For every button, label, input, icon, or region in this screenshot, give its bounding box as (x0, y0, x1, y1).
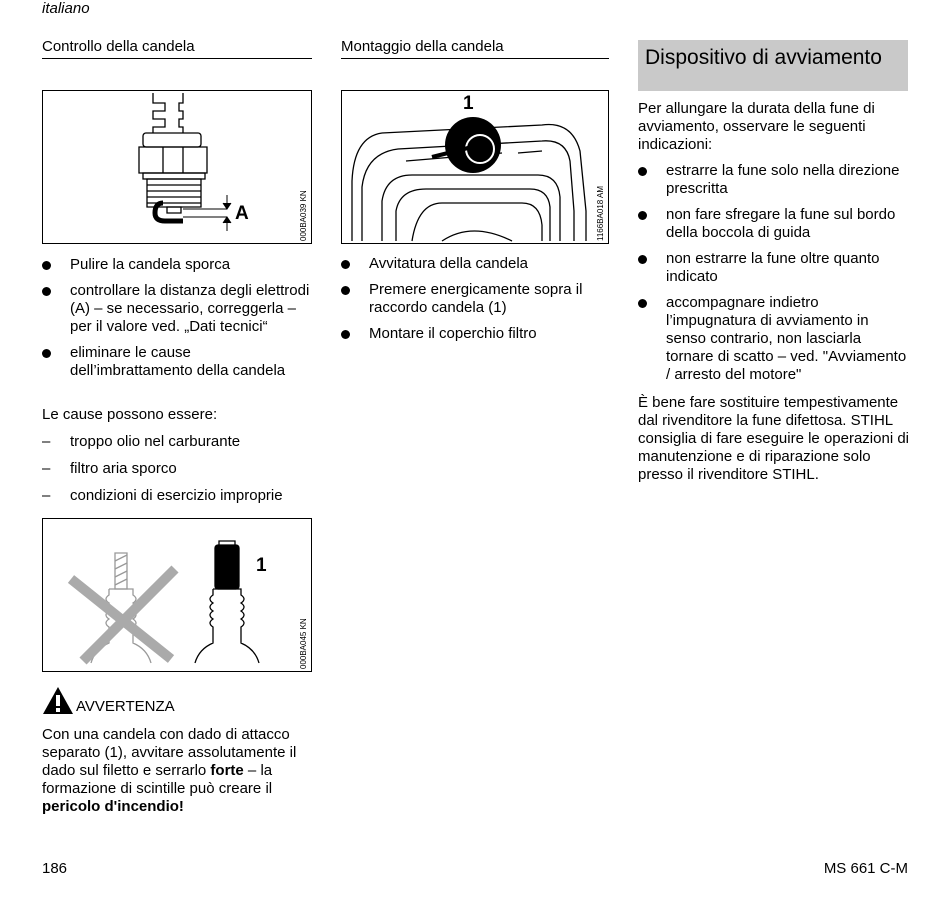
bullet-icon (42, 287, 51, 296)
bullet-icon (341, 286, 350, 295)
bullet-icon (42, 261, 51, 270)
warning-text: Con una candela con dado di attacco separato (1), avvitare assolutamente il dado sul filetto e serrarlo forte – la formazione di scintille può creare il pericolo d'incendio! (42, 726, 297, 815)
spark-plug-install-list (341, 255, 611, 351)
bullet-icon (341, 330, 350, 339)
figure-code: 000BA039 KN (299, 190, 308, 241)
list-item: non fare sfregare la fune sul bordo della boccola di guida (638, 206, 910, 242)
list-item: Avvitatura della candela (341, 255, 611, 273)
causes-intro: Le cause possono essere: (42, 406, 218, 423)
section-title-spark-plug-check: Controllo della candela (42, 38, 312, 59)
page-number: 186 (42, 860, 68, 877)
figure-code: 000BA045 KN (299, 618, 308, 669)
model-name: MS 661 C-M (823, 860, 908, 877)
list-item: eliminare le cause dell’imbrattamento della candela (42, 344, 314, 380)
list-item: – troppo olio nel carburante (42, 433, 241, 450)
starter-intro: Per allungare la durata della fune di avviamento, osservare le seguenti indicazioni: (638, 100, 875, 153)
spark-plug-install-figure (341, 90, 609, 244)
figure-label-1: 1 (463, 93, 474, 114)
spark-plug-check-list (42, 256, 314, 388)
figure-label-A: A (235, 203, 249, 224)
list-item: estrarre la fune solo nella direzione prescritta (638, 162, 910, 198)
spark-plug-gap-figure (42, 90, 312, 244)
warning-triangle-icon (42, 686, 74, 715)
starter-list (638, 162, 910, 392)
list-item: – condizioni di esercizio improprie (42, 487, 283, 504)
list-item: Montare il coperchio filtro (341, 325, 611, 343)
list-item: accompagnare indietro l’impugnatura di avviamento in senso contrario, non lasciarla tornare di scatto – ved. "Avviamento / arresto del motore" (638, 294, 910, 384)
bullet-icon (42, 349, 51, 358)
bullet-icon (341, 260, 350, 269)
figure-label-1: 1 (256, 555, 267, 576)
spark-plug-nut-figure (42, 518, 312, 672)
bullet-icon (638, 255, 647, 264)
causes-list (42, 433, 314, 513)
starter-outro: È bene fare sostituire tempestivamente dal rivenditore la fune difettosa. STIHL consiglia di fare eseguire le operazioni di manutenzione e di riparazione solo presso il rivenditore STIHL. (638, 394, 909, 483)
list-item: non estrarre la fune oltre quanto indicato (638, 250, 910, 286)
section-title-starter: Dispositivo di avviamento (638, 40, 908, 91)
section-title-spark-plug-install: Montaggio della candela (341, 38, 609, 59)
list-item: Premere energicamente sopra il raccordo candela (1) (341, 281, 611, 317)
bullet-icon (638, 299, 647, 308)
warning-heading: AVVERTENZA (42, 686, 175, 715)
list-item: controllare la distanza degli elettrodi (A) – se necessario, correggerla – per il valore ved. „Dati tecnici“ (42, 282, 314, 336)
bullet-icon (638, 211, 647, 220)
list-item: Pulire la candela sporca (42, 256, 314, 274)
figure-code: 1166BA018 AM (596, 185, 605, 241)
language-label: italiano (42, 0, 90, 17)
list-item: – filtro aria sporco (42, 460, 177, 477)
bullet-icon (638, 167, 647, 176)
